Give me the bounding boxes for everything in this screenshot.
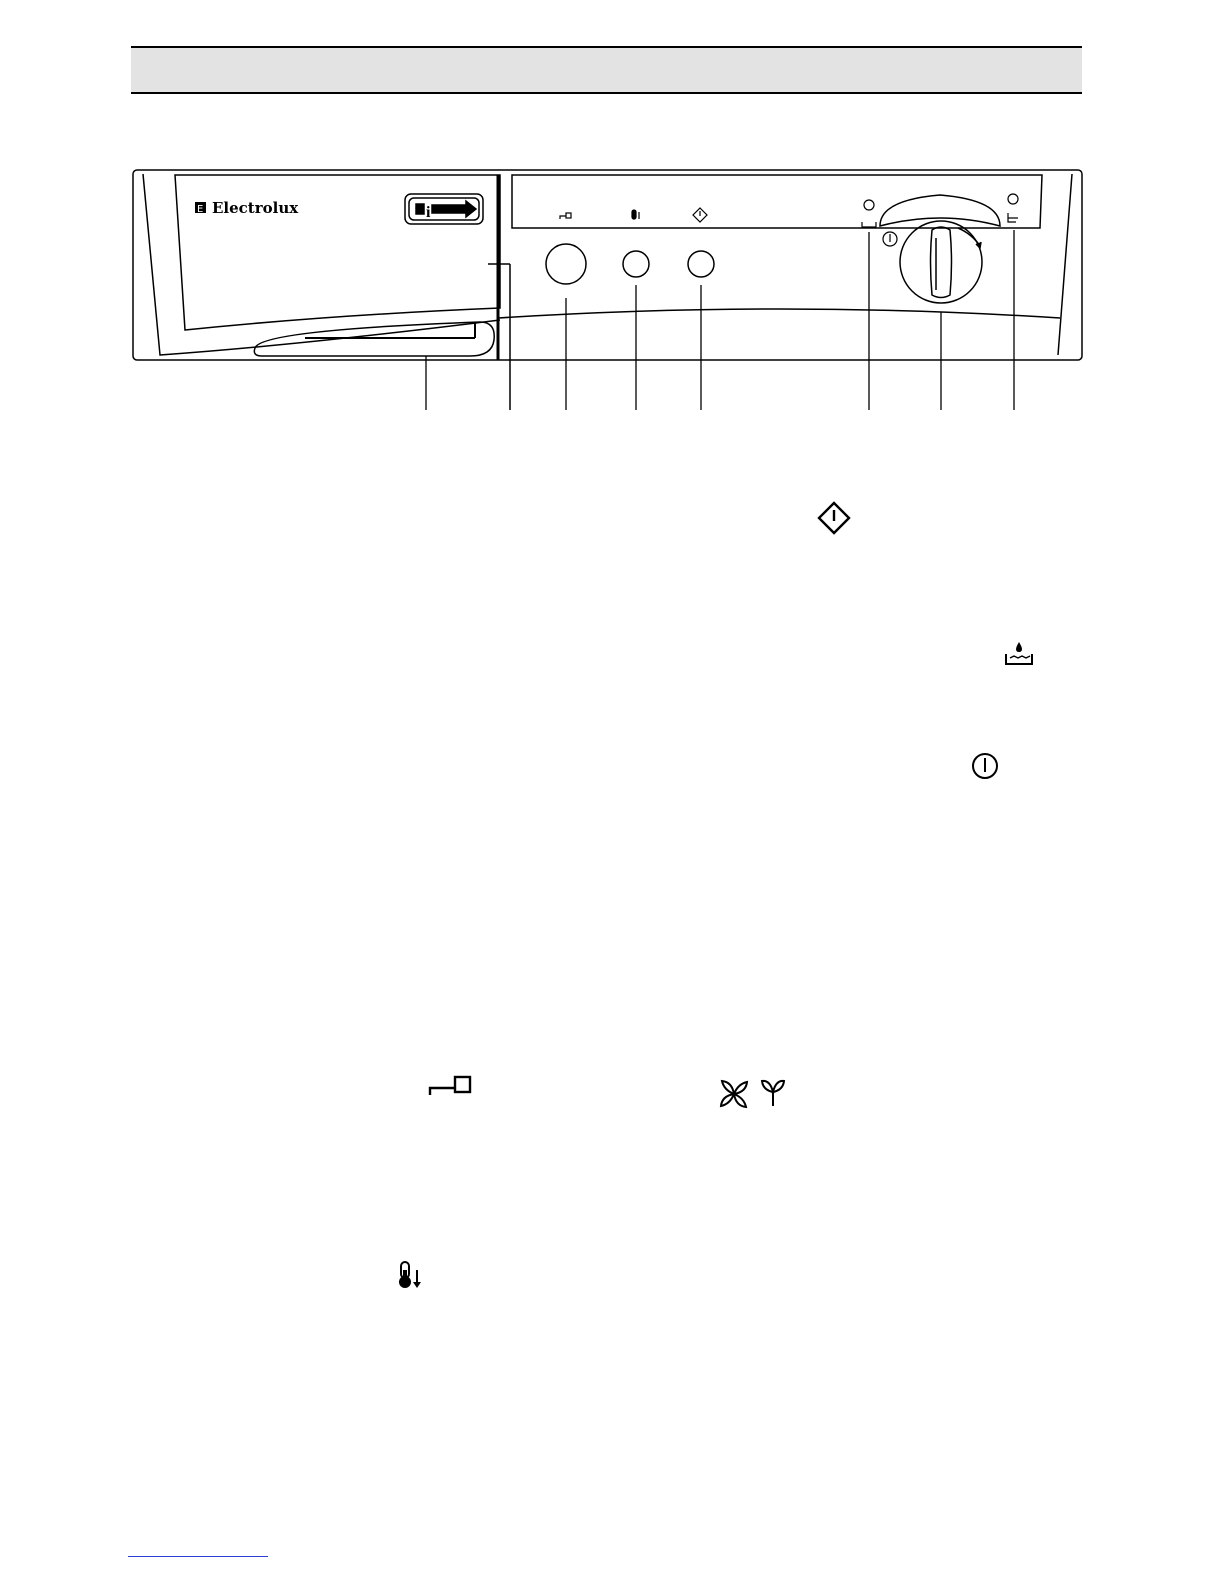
- footnote-rule: [128, 1556, 268, 1557]
- info-arrow-icon: [405, 194, 483, 224]
- programme-selector-dial: [900, 221, 982, 303]
- svg-text:i: i: [426, 204, 431, 221]
- control-panel-figure: [0, 0, 1224, 460]
- door-lock-icon-small: [560, 213, 571, 219]
- thermometer-down-icon-small: [632, 210, 639, 219]
- indicator-water-container: [864, 200, 874, 210]
- start-icon: [816, 500, 852, 536]
- brand-text: Electrolux: [212, 199, 299, 217]
- fan-blade-icon: [760, 1078, 786, 1108]
- fan-icon: [718, 1078, 750, 1110]
- indicator-filter: [1008, 194, 1018, 204]
- water-container-icon: [1004, 640, 1034, 666]
- start-button: [688, 251, 714, 277]
- display-window: [512, 175, 1042, 228]
- svg-text:E: E: [197, 204, 204, 215]
- door-lock-icon: [428, 1074, 474, 1096]
- cool-down-button: [623, 251, 649, 277]
- thermometer-down-icon: [398, 1260, 424, 1290]
- off-icon: [971, 752, 999, 780]
- brand-logo: [195, 202, 206, 215]
- door-lock-button: [546, 244, 586, 284]
